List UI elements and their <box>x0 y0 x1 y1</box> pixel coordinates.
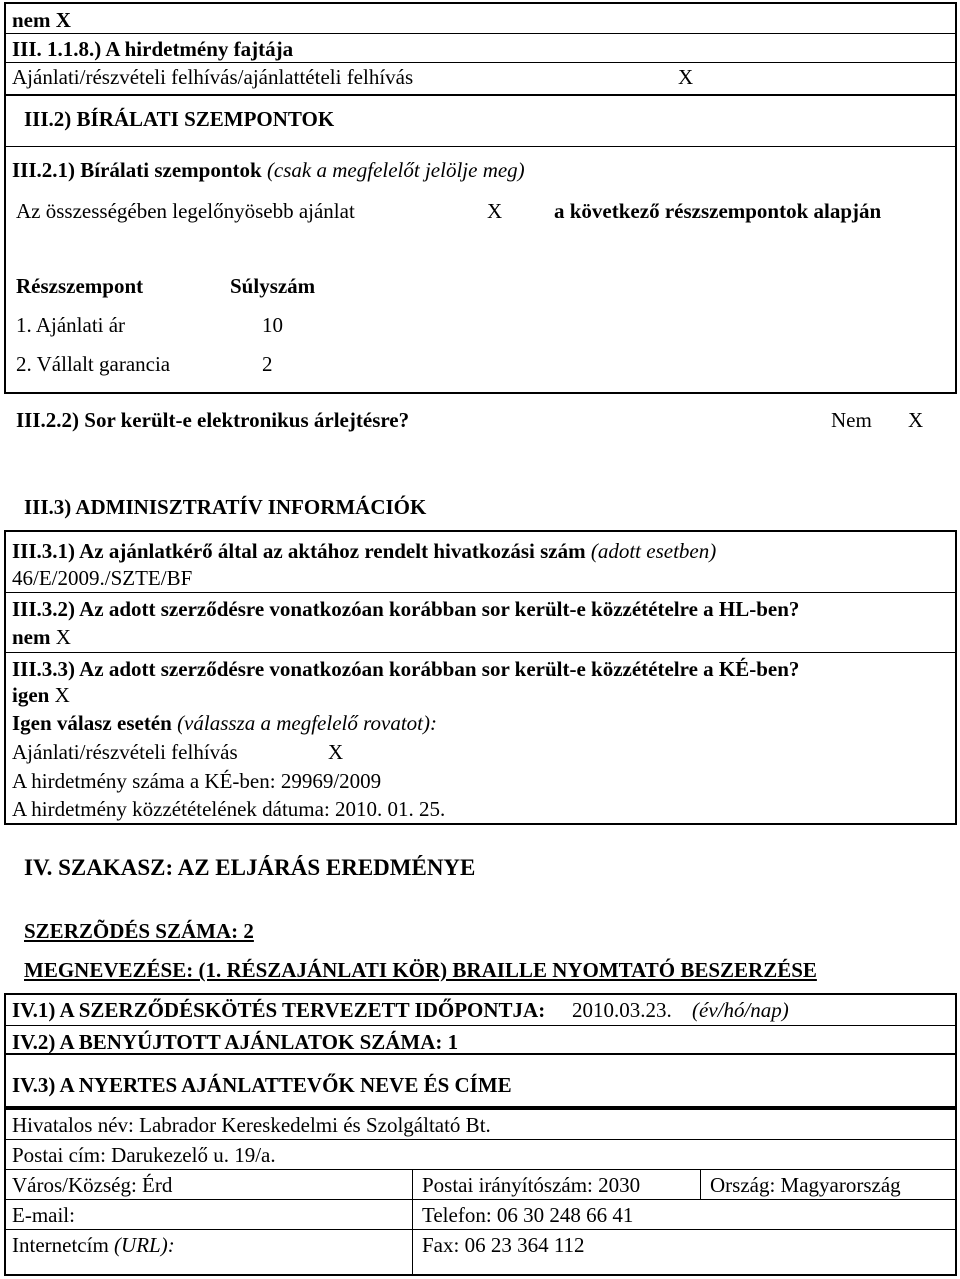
col-sulyszam: Súlyszám <box>230 274 316 298</box>
admin-q1-bold: III.3.1) Az ajánlatkérő által az aktához rendelt hivatkozási szám <box>12 539 586 563</box>
admin-q2-mark: X <box>55 625 71 649</box>
row-weight-2: 2 <box>262 352 273 376</box>
arlejtes-answer: Nem <box>831 408 872 432</box>
nem-x-text: nem X <box>12 8 71 32</box>
divider <box>700 1169 701 1199</box>
kotes-value: 2010.03.23. <box>572 998 672 1022</box>
admin-q1-italic: (adott esetben) <box>590 539 717 563</box>
admin-q2-ans: nem <box>12 625 51 649</box>
szerzodes-szama: SZERZÕDÉS SZÁMA: 2 <box>24 919 254 943</box>
option-osszessegeben: Az összességében legelőnyösebb ajánlat <box>16 199 355 223</box>
nyertes-heading: IV.3) A NYERTES AJÁNLATTEVŐK NEVE ÉS CÍME <box>12 1073 512 1097</box>
email-label: E-mail: <box>12 1203 75 1227</box>
hivatalos-nev: Hivatalos név: Labrador Kereskedelmi és Szolgáltató Bt. <box>12 1113 491 1137</box>
fax: Fax: 06 23 364 112 <box>422 1233 585 1257</box>
admin-heading: III.3) ADMINISZTRATÍV INFORMÁCIÓK <box>24 495 427 519</box>
igen-valasz-bold: Igen válasz esetén <box>12 711 172 735</box>
row-name-1: 1. Ajánlati ár <box>16 313 126 337</box>
felhivas-mark: X <box>328 740 344 764</box>
ke-szam: A hirdetmény száma a KÉ-ben: 29969/2009 <box>12 769 382 793</box>
fajta-title: III. 1.1.8.) A hirdetmény fajtája <box>12 37 294 61</box>
postai-iranyitoszam: Postai irányítószám: 2030 <box>422 1173 641 1197</box>
divider <box>4 1139 957 1140</box>
option-mark: X <box>487 199 503 223</box>
admin-q3: III.3.3) Az adott szerződésre vonatkozóan korábban sor került-e közzétételre a KÉ-ben? <box>12 657 800 681</box>
biralati-sub-bold: III.2.1) Bírálati szempontok <box>12 158 262 182</box>
biralati-sub-italic: (csak a megfelelőt jelölje meg) <box>266 158 525 182</box>
col-reszszempont: Részszempont <box>16 274 144 298</box>
divider <box>4 33 957 34</box>
ajanlatok-szama: IV.2) A BENYÚJTOTT AJÁNLATOK SZÁMA: 1 <box>12 1030 459 1054</box>
biralati-sub <box>12 158 525 182</box>
internetcim-url: (URL): <box>114 1233 175 1257</box>
felhivas-label: Ajánlati/részvételi felhívás <box>12 740 238 764</box>
divider <box>4 1169 957 1170</box>
admin-q1 <box>12 539 716 563</box>
admin-q3-ans: igen <box>12 683 50 707</box>
kotes-format: (év/hó/nap) <box>692 998 789 1022</box>
fajta-value: Ajánlati/részvételi felhívás/ajánlattételi felhívás <box>12 65 414 89</box>
divider <box>4 1229 957 1230</box>
orszag: Ország: Magyarország <box>710 1173 901 1197</box>
admin-q2: III.3.2) Az adott szerződésre vonatkozóan korábban sor került-e közzétételre a HL-ben? <box>12 597 800 621</box>
divider <box>4 1199 957 1200</box>
divider <box>4 62 957 63</box>
arlejtes-mark: X <box>908 408 924 432</box>
admin-q2-answer <box>12 625 71 649</box>
varos-kozseg: Város/Község: Érd <box>12 1173 173 1197</box>
section4-title: IV. SZAKASZ: AZ ELJÁRÁS EREDMÉNYE <box>24 855 476 880</box>
admin-q3-answer <box>12 683 70 707</box>
telefon: Telefon: 06 30 248 66 41 <box>422 1203 634 1227</box>
divider <box>412 1169 413 1276</box>
biralati-box <box>4 94 957 394</box>
hivatkozasi-szam: 46/E/2009./SZTE/BF <box>12 566 193 590</box>
megnevezes: MEGNEVEZÉSE: (1. RÉSZAJÁNLATI KÖR) BRAILLE NYOMTATÓ BESZERZÉSE <box>24 958 817 982</box>
row-name-2: 2. Vállalt garancia <box>16 352 171 376</box>
option-reszszempont: a következő részszempontok alapján <box>554 199 882 223</box>
divider <box>4 1025 957 1026</box>
postai-cim: Postai cím: Darukezelő u. 19/a. <box>12 1143 276 1167</box>
kozzetetel-datum: A hirdetmény közzétételének dátuma: 2010. 01. 25. <box>12 797 446 821</box>
row-weight-1: 10 <box>262 313 283 337</box>
internetcim-label: Internetcím <box>12 1233 109 1257</box>
divider <box>4 652 957 653</box>
kotes-label: IV.1) A SZERZŐDÉSKÖTÉS TERVEZETT IDŐPONTJA: <box>12 998 546 1022</box>
divider <box>4 592 957 593</box>
admin-q3-mark: X <box>54 683 70 707</box>
arlejtes-question: III.2.2) Sor került-e elektronikus árlejtésre? <box>16 408 410 432</box>
igen-valasz <box>12 711 437 735</box>
fajta-mark: X <box>678 65 694 89</box>
divider <box>4 146 957 147</box>
igen-valasz-italic: (válassza a megfelelő rovatot): <box>177 711 437 735</box>
biralati-heading: III.2) BÍRÁLATI SZEMPONTOK <box>24 107 335 131</box>
internetcim <box>12 1233 175 1257</box>
